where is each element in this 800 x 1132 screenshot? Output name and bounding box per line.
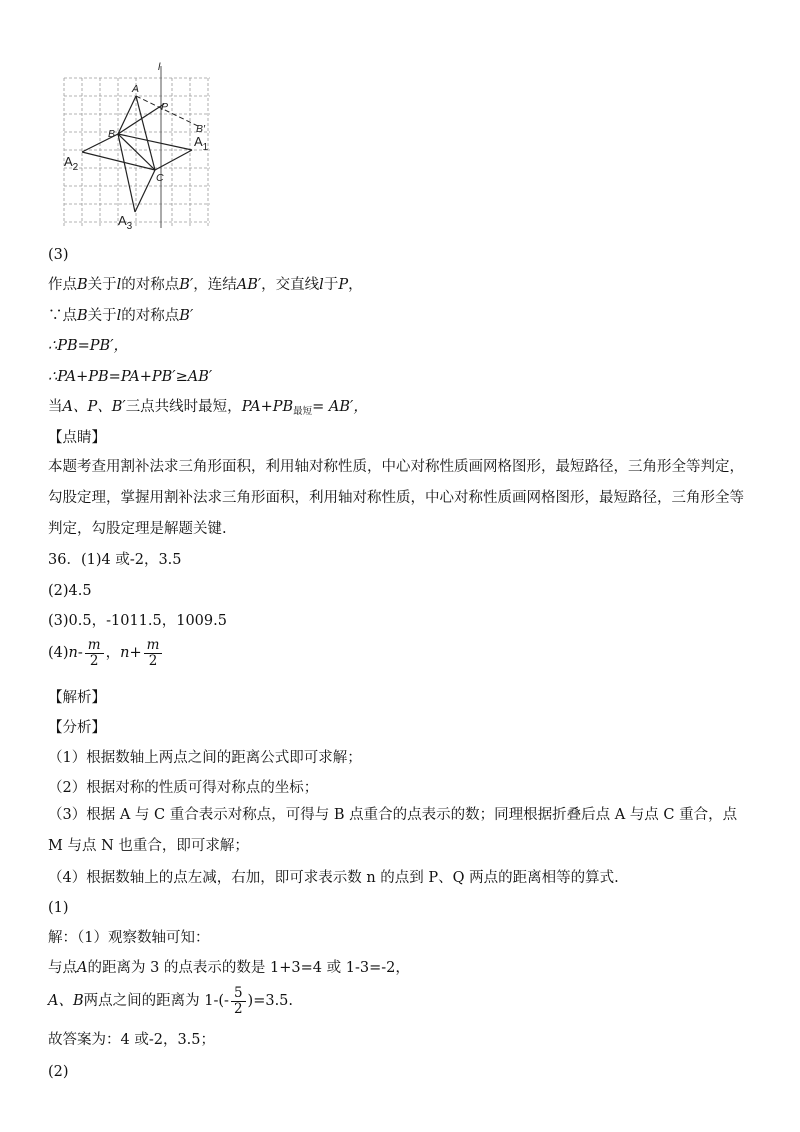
q36-answer-4: (4)n- $\frac{m}{2}$ ，n+ $\frac{m}{2}$	[48, 636, 164, 670]
solution-line-2: 与点A的距离为 3 的点表示的数是 1+3=4 或 1-3=-2，	[48, 960, 410, 976]
solution-line-1: 解：（1）观察数轴可知：	[48, 930, 210, 946]
label-a: A	[132, 83, 140, 95]
analysis-subheading: 【分析】	[48, 720, 106, 736]
analysis-heading: 【解析】	[48, 690, 106, 706]
q36-answer-2: (2)4.5	[48, 583, 92, 599]
analysis-p4: （4）根据数轴上的点左减，右加，即可求表示数 n 的点到 P、Q 两点的距离相等的算式.	[48, 870, 619, 886]
label-a2: $A_2$	[64, 154, 79, 173]
fraction-5-over-2: $\frac{5}{2}$	[231, 986, 246, 1017]
label-b-prime: B′	[196, 123, 205, 135]
part3-line1: 作点B关于l的对称点B′，连结AB′，交直线l于P，	[48, 277, 363, 293]
label-a3: $A_3$	[118, 213, 133, 232]
part3-line4: ∴PA+PB=PA+PB′≥AB′	[48, 369, 213, 385]
solution-tag-2: (2)	[48, 1064, 69, 1080]
fraction-m-over-2: $\frac{m}{2}$	[85, 638, 104, 669]
comment-heading: 【点睛】	[48, 430, 106, 446]
geometry-grid-figure	[60, 60, 230, 235]
solution-line-3: A、B两点之间的距离为 1-(- $\frac{5}{2}$ )=3.5.	[48, 984, 294, 1017]
analysis-p2: （2）根据对称的性质可得对称点的坐标；	[48, 780, 319, 796]
label-a1: $A_1$	[194, 134, 209, 153]
label-b: B	[108, 128, 116, 140]
solution-tag-1: (1)	[48, 900, 69, 916]
part3-line5: 当A、P、B′三点共线时最短，$PA+PB_{最短}= AB'$，	[48, 399, 368, 417]
analysis-p1: （1）根据数轴上两点之间的距离公式即可求解；	[48, 750, 362, 766]
analysis-p3: （3）根据 A 与 C 重合表示对称点，可得与 B 点重合的点表示的数；同理根据折叠后点 A 与点 C 重合，点 M 与点 N 也重合，即可求解；	[48, 807, 738, 854]
label-c: C	[156, 172, 164, 184]
label-p: P	[161, 101, 169, 113]
comment-body: 本题考查用割补法求三角形面积，利用轴对称性质，中心对称性质画网格图形，最短路径，三角形全等判定，勾股定理，掌握用割补法求三角形面积，利用轴对称性质，中心对称性质画网格图形，最短路径，三角形全等判定，勾股定理是解题关键.	[48, 459, 744, 537]
part3-line3: ∴PB=PB′，	[48, 338, 128, 354]
fraction-m-over-2-b: $\frac{m}{2}$	[144, 638, 163, 669]
label-l: l	[158, 61, 161, 73]
shape-lines	[82, 96, 192, 212]
part3-tag: (3)	[48, 247, 69, 263]
part3-line2: ∵点B关于l的对称点B′	[48, 308, 194, 324]
q36-answer-1: 36．(1)4 或-2，3.5	[48, 552, 182, 568]
q36-answer-3: (3)0.5，-1011.5，1009.5	[48, 613, 227, 629]
solution-line-4: 故答案为：4 或-2，3.5；	[48, 1032, 216, 1048]
